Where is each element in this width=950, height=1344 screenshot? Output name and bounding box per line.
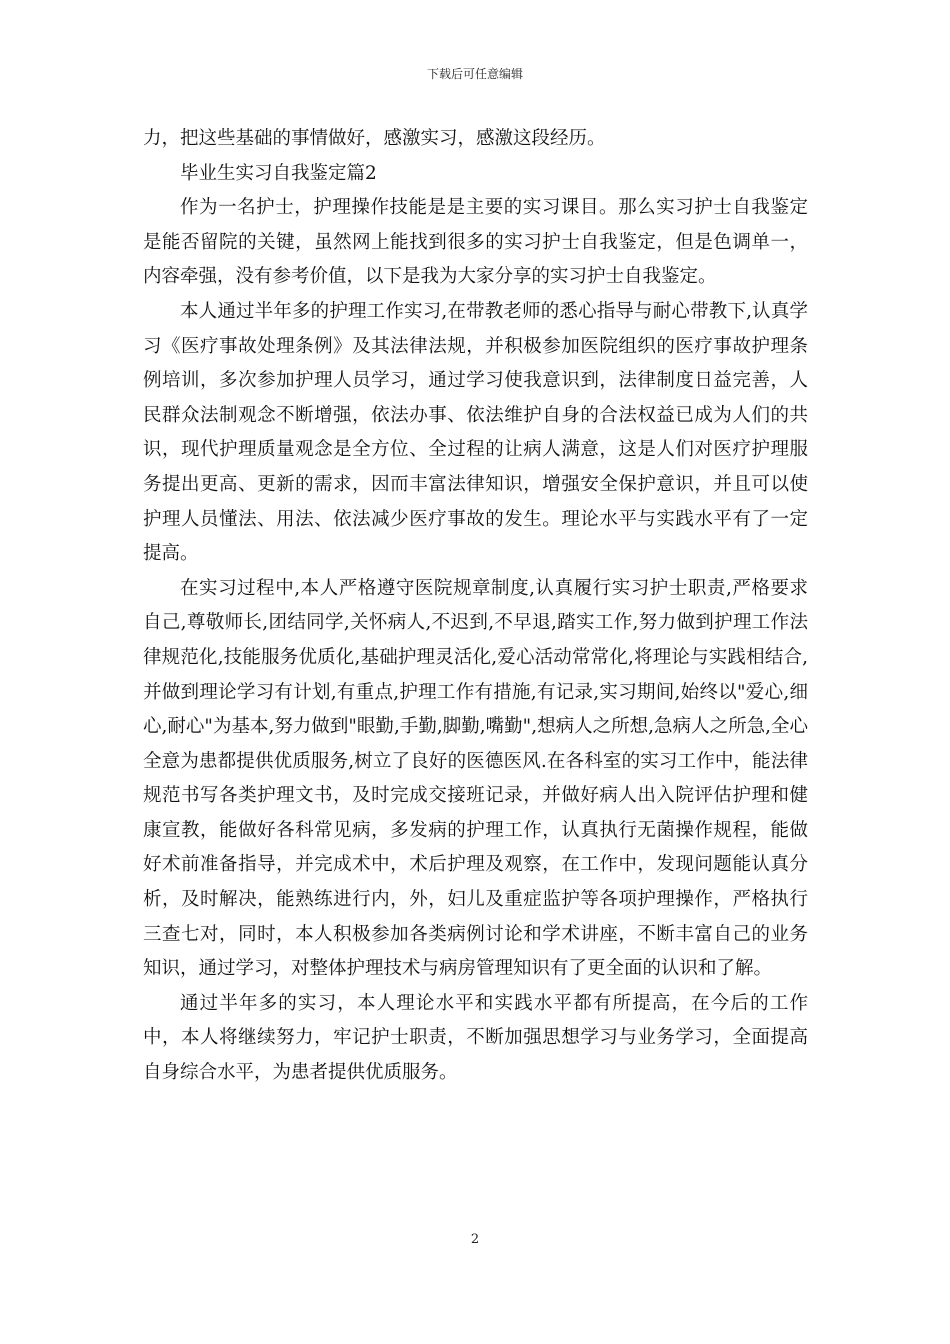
paragraph: 在实习过程中,本人严格遵守医院规章制度,认真履行实习护士职责,严格要求自己,尊敬师长,团结同学,关怀病人,不迟到,不早退,踏实工作,努力做到护理工作法律规范化,技能服务优质化,基础护理灵活化,爱心活动常常化,将理论与实践相结合,并做到理论学习有计划,有重点,护理工作有措施,有记录,实习期间,始终以"爱心,细心,耐心"为基本,努力做到"眼勤,手勤,脚勤,嘴勤",想病人之所想,急病人之所急,全心全意为患都提供优质服务,树立了良好的医德医风.在各科室的实习工作中，能法律规范书写各类护理文书，及时完成交接班记录，并做好病人出入院评估护理和健康宣教，能做好各科常见病，多发病的护理工作，认真执行无菌操作规程，能做好术前准备指导，并完成术中，术后护理及观察，在工作中，发现问题能认真分析，及时解决，能熟练进行内，外，妇儿及重症监护等各项护理操作，严格执行三查七对，同时，本人积极参加各类病例讨论和学术讲座，不断丰富自己的业务知识，通过学习，对整体护理技术与病房管理知识有了更全面的认识和了解。 [143,577,808,980]
paragraph-continuation: 力，把这些基础的事情做好，感激实习，感激这段经历。 [143,128,606,149]
paragraph: 通过半年多的实习，本人理论水平和实践水平都有所提高，在今后的工作中，本人将继续努力，牢记护士职责，不断加强思想学习与业务学习，全面提高自身综合水平，为患者提供优质服务。 [143,992,808,1084]
section-title: 毕业生实习自我鉴定篇2 [180,162,377,184]
paragraph: 本人通过半年多的护理工作实习,在带教老师的悉心指导与耐心带教下,认真学习《医疗事故处理条例》及其法律法规，并积极参加医院组织的医疗事故护理条例培训，多次参加护理人员学习，通过学习使我意识到，法律制度日益完善，人民群众法制观念不断增强，依法办事、依法维护自身的合法权益已成为人们的共识，现代护理质量观念是全方位、全过程的让病人满意，这是人们对医疗护理服务提出更高、更新的需求，因而丰富法律知识，增强安全保护意识，并且可以使护理人员懂法、用法、依法减少医疗事故的发生。理论水平与实践水平有了一定提高。 [143,300,808,565]
document-body [143,122,808,1091]
page-number: 2 [470,1232,480,1247]
page-header: 下载后可任意编辑 [426,67,523,81]
paragraph: 作为一名护士，护理操作技能是是主要的实习课目。那么实习护士自我鉴定是能否留院的关键，虽然网上能找到很多的实习护士自我鉴定，但是色调单一，内容牵强，没有参考价值，以下是我为大家分享的实习护士自我鉴定。 [143,197,808,288]
